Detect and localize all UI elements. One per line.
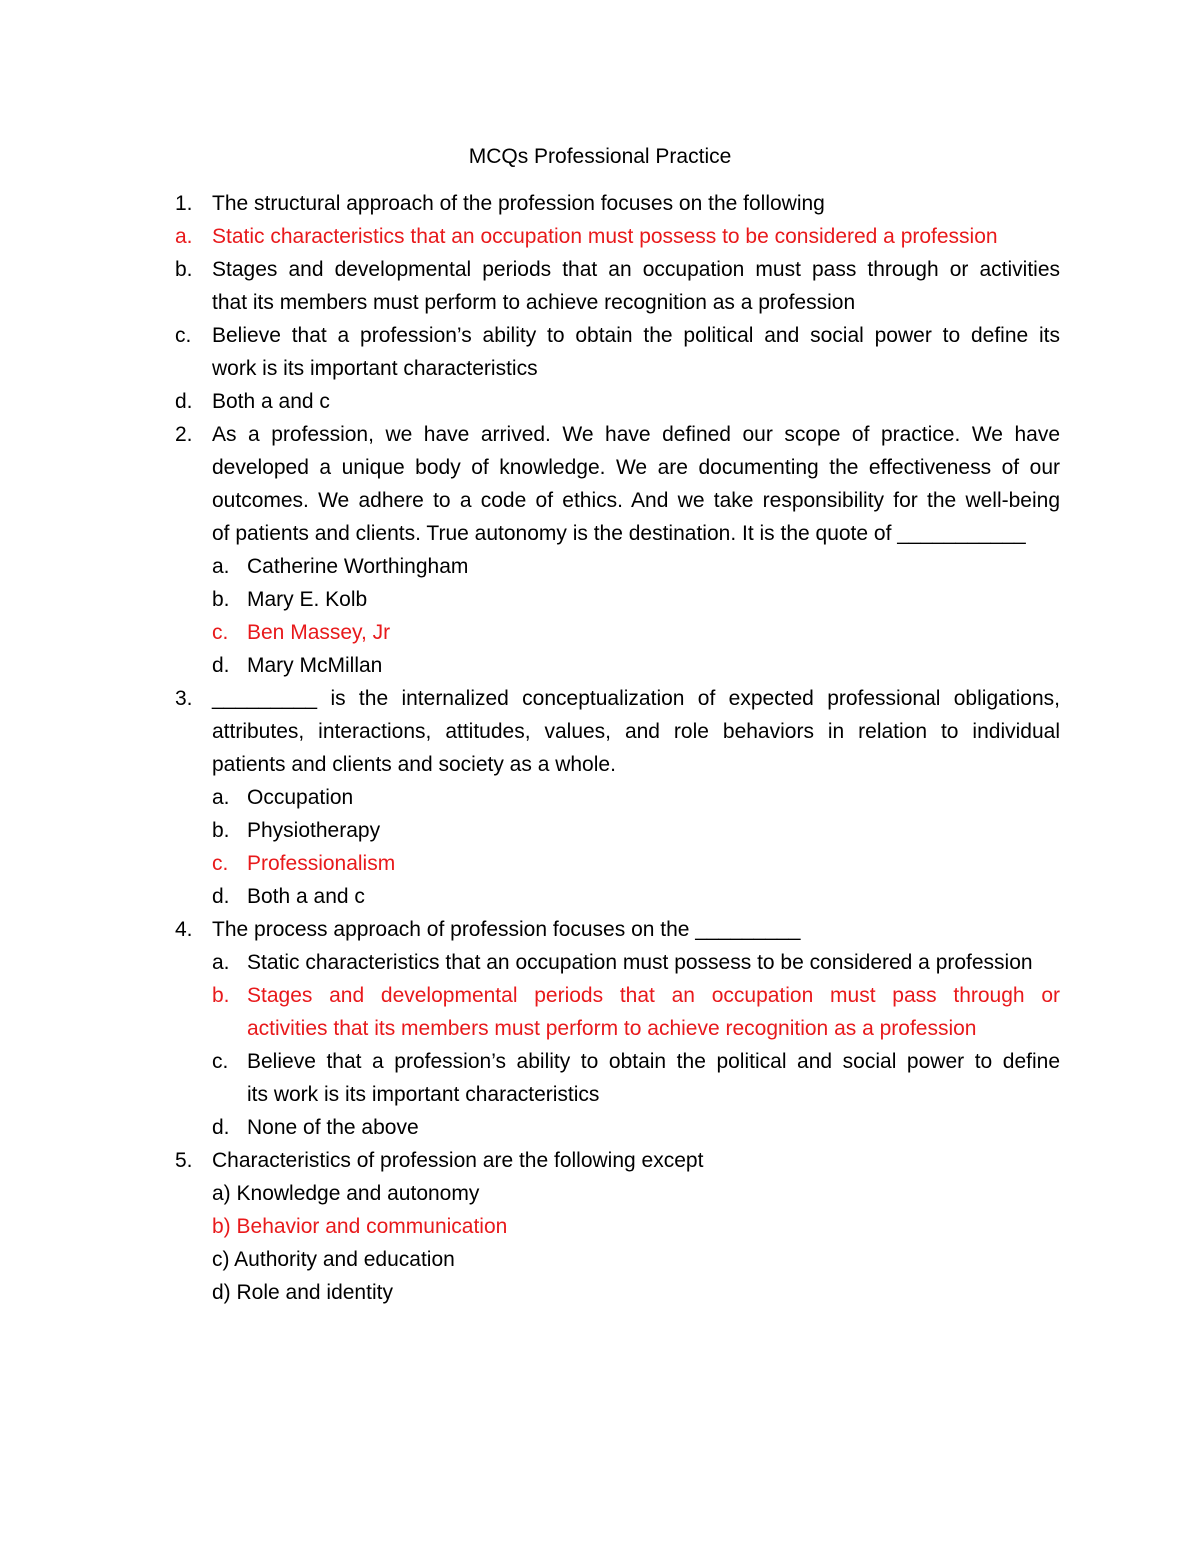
question-3 — [175, 682, 1060, 781]
q5-option-c: c) Authority and education — [212, 1248, 455, 1271]
q1-option-b — [175, 253, 1060, 319]
option-text-line-1: Stages and developmental periods that an occupation must pass through or activities — [212, 258, 1060, 281]
option-text: Professionalism — [247, 852, 396, 875]
option-text: Occupation — [247, 786, 354, 809]
q2-option-a — [212, 550, 1060, 583]
option-text: Both a and c — [247, 885, 365, 908]
q3-option-a — [212, 781, 1060, 814]
question-number: 1. — [175, 192, 193, 215]
question-number: 4. — [175, 918, 193, 941]
question-4 — [175, 913, 1060, 946]
q5-option-a: a) Knowledge and autonomy — [212, 1182, 480, 1205]
q2-option-b — [212, 583, 1060, 616]
option-letter: d. — [212, 654, 230, 677]
question-text-line-1: _________ is the internalized conceptualization of expected professional obligations, — [212, 687, 1060, 710]
question-text-line-3: patients and clients and society as a whole. — [212, 753, 616, 776]
q3-option-c — [212, 847, 1060, 880]
option-text-line-2: activities that its members must perform to achieve recognition as a profession — [247, 1017, 977, 1040]
option-text-line-1: Believe that a profession’s ability to obtain the political and social power to define — [247, 1050, 1060, 1073]
option-text-line-2: work is its important characteristics — [212, 357, 538, 380]
option-text: Ben Massey, Jr — [247, 621, 391, 644]
question-5 — [175, 1144, 1060, 1177]
q1-option-d — [175, 385, 1060, 418]
option-text-line-2: that its members must perform to achieve recognition as a profession — [212, 291, 856, 314]
option-text: Mary E. Kolb — [247, 588, 368, 611]
question-number: 3. — [175, 687, 193, 710]
question-text: The structural approach of the profession focuses on the following — [212, 192, 825, 215]
question-text: Characteristics of profession are the following except — [212, 1149, 704, 1172]
question-text: The process approach of profession focuses on the _________ — [212, 918, 801, 941]
option-letter: c. — [175, 324, 192, 347]
option-letter: d. — [175, 390, 193, 413]
option-text: Physiotherapy — [247, 819, 381, 842]
option-text: None of the above — [247, 1116, 419, 1139]
question-2 — [175, 418, 1060, 550]
q4-option-a — [212, 946, 1060, 979]
option-letter: b. — [212, 588, 230, 611]
option-text-line-2: its work is its important characteristics — [247, 1083, 600, 1106]
option-letter: a. — [212, 786, 230, 809]
option-letter: a. — [212, 951, 230, 974]
question-1 — [175, 187, 1060, 220]
q4-option-b — [212, 979, 1060, 1045]
option-text: Mary McMillan — [247, 654, 383, 677]
q2-option-d — [212, 649, 1060, 682]
q4-option-c — [212, 1045, 1060, 1111]
q5-option-d: d) Role and identity — [212, 1281, 393, 1304]
document-title: MCQs Professional Practice — [468, 145, 732, 168]
option-text: Static characteristics that an occupation must possess to be considered a profession — [247, 951, 1033, 974]
question-text-line-2: attributes, interactions, attitudes, values, and role behaviors in relation to individual — [212, 720, 1060, 743]
option-text-line-1: Stages and developmental periods that an occupation must pass through or — [247, 984, 1060, 1007]
option-letter: c. — [212, 852, 229, 875]
question-number: 5. — [175, 1149, 193, 1172]
question-text-line-3: outcomes. We adhere to a code of ethics. And we take responsibility for the well-being — [212, 489, 1060, 512]
option-letter: d. — [212, 1116, 230, 1139]
option-letter: a. — [175, 225, 193, 248]
q4-option-d — [212, 1111, 1060, 1144]
option-letter: c. — [212, 1050, 229, 1073]
question-number: 2. — [175, 423, 193, 446]
option-letter: a. — [212, 555, 230, 578]
option-text: Catherine Worthingham — [247, 555, 469, 578]
question-text-line-1: As a profession, we have arrived. We have defined our scope of practice. We have — [212, 423, 1060, 446]
q3-option-b — [212, 814, 1060, 847]
option-text: Both a and c — [212, 390, 330, 413]
option-letter: b. — [212, 819, 230, 842]
q3-option-d — [212, 880, 1060, 913]
option-text: Static characteristics that an occupation must possess to be considered a profession — [212, 225, 998, 248]
option-letter: b. — [175, 258, 193, 281]
q1-option-a — [175, 220, 1060, 253]
question-text-line-2: developed a unique body of knowledge. We are documenting the effectiveness of our — [212, 456, 1060, 479]
option-text-line-1: Believe that a profession’s ability to obtain the political and social power to define its — [212, 324, 1060, 347]
q5-option-b: b) Behavior and communication — [212, 1215, 508, 1238]
option-letter: d. — [212, 885, 230, 908]
question-text-line-4: of patients and clients. True autonomy is the destination. It is the quote of ___________ — [212, 522, 1026, 545]
q2-option-c — [212, 616, 1060, 649]
q1-option-c — [175, 319, 1060, 385]
option-letter: b. — [212, 984, 230, 1007]
option-letter: c. — [212, 621, 229, 644]
